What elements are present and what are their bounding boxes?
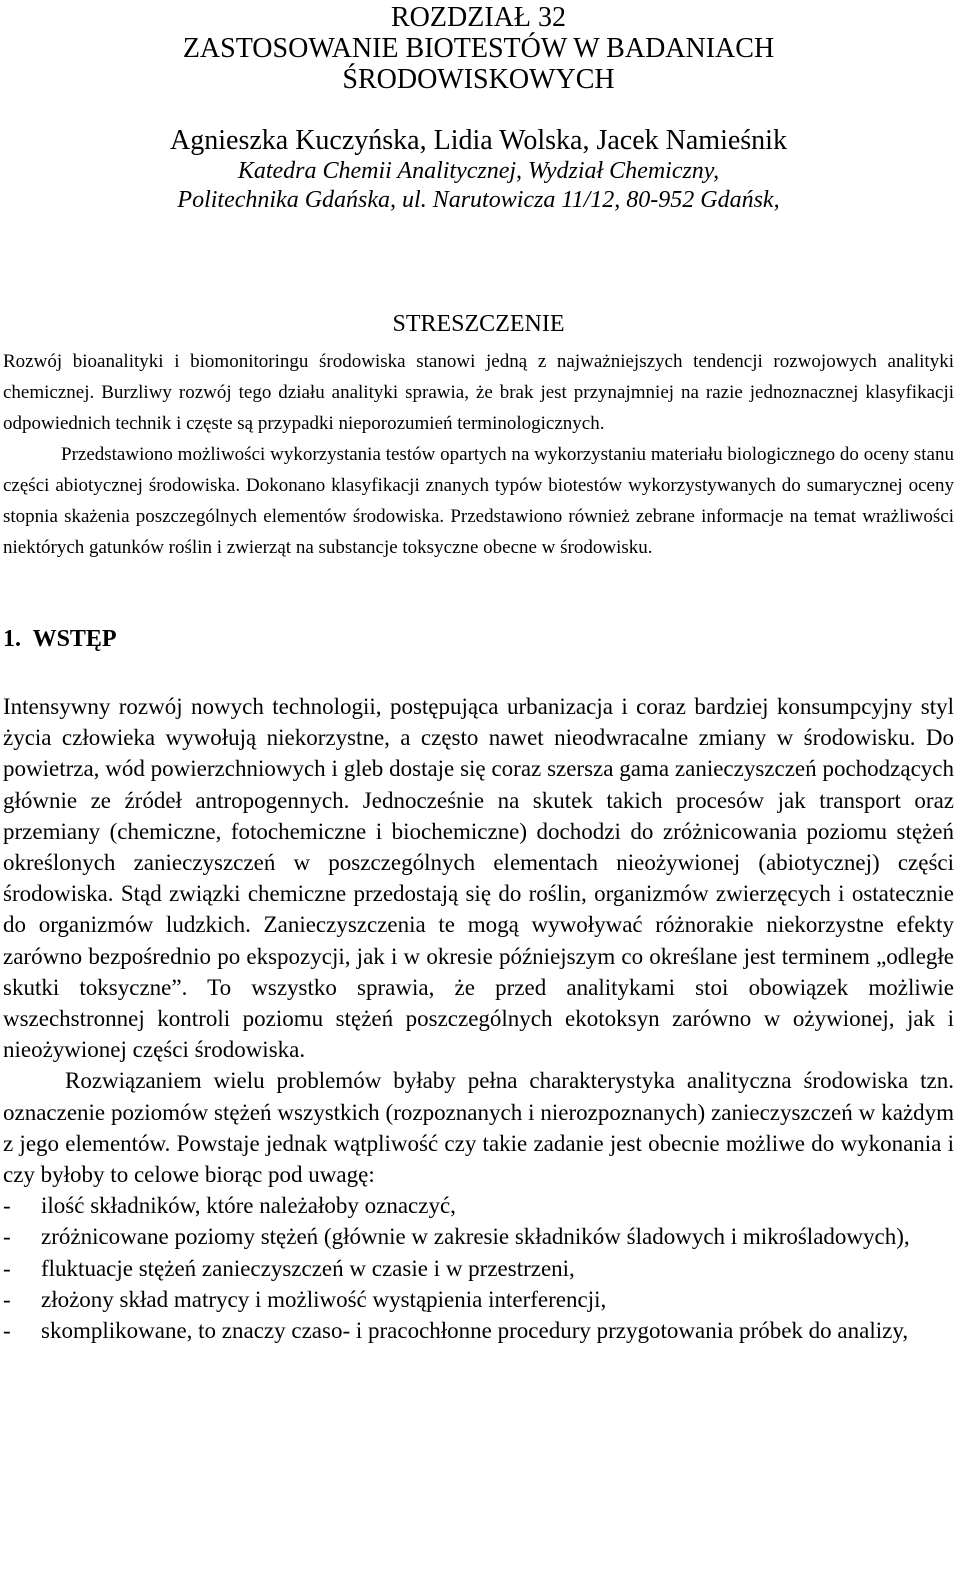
abstract-paragraph-2: Przedstawiono możliwości wykorzystania testów opartych na wykorzystaniu materiału biologicznego do oceny stanu części abiotycznej środowiska. Dokonano klasyfikacji znanych typów biotestów wykorzystywanych do sumarycznej oceny stopnia skażenia poszczególnych elementów środowiska. Przedstawiono również zebrane informacje na temat wrażliwości niektórych gatunków roślin i zwierząt na substancje toksyczne obecne w środowisku. <box>3 444 954 558</box>
abstract-heading: STRESZCZENIE <box>392 311 565 337</box>
list-item-text: zróżnicowane poziomy stężeń (głównie w zakresie składników śladowych i mikrośladowych), <box>41 1224 910 1250</box>
abstract <box>3 346 954 563</box>
list-item-text: fluktuacje stężeń zanieczyszczeń w czasie i w przestrzeni, <box>41 1255 575 1281</box>
list-item <box>3 1221 954 1252</box>
list-dash: - <box>3 1193 11 1219</box>
list-dash: - <box>3 1318 11 1344</box>
section-body-introduction <box>3 691 954 1346</box>
list-item-text: złożony skład matrycy i możliwość wystąpienia interferencji, <box>41 1286 607 1312</box>
affiliation-line-1: Katedra Chemii Analitycznej, Wydział Chemiczny, <box>237 158 720 184</box>
chapter-header <box>3 2 954 95</box>
list-item <box>3 1315 954 1346</box>
body-paragraph-1: Intensywny rozwój nowych technologii, postępująca urbanizacja i coraz bardziej konsumpcyjny styl życia człowieka wywołują niekorzystne, a często nawet nieodwracalne zmiany w środowisku. Do powietrza, wód powierzchniowych i gleb dostaje się coraz szersza gama zanieczyszczeń pochodzących głównie ze źródeł antropogennych. Jednocześnie na skutek takich procesów jak transport oraz przemiany (chemiczne, fotochemiczne i biochemiczne) dochodzi do zróżnicowania poziomu stężeń określonych zanieczyszczeń w poszczególnych elementach nieożywionej (abiotycznej) części środowiska. Stąd związki chemiczne przedostają się do roślin, organizmów zwierzęcych i ostatecznie do organizmów ludzkich. Zanieczyszczenia te mogą wywoływać różnorakie niekorzystne efekty zarówno bezpośrednio po ekspozycji, jak i w okresie późniejszym co określane jest terminem „odległe skutki toksyczne”. To wszystko sprawia, że przed analitykami stoi obowiązek możliwie wszechstronnej kontroli poziomu stężeń poszczególnych ekotoksyn zarówno w ożywionej, jak i nieożywionej części środowiska. <box>3 694 954 1063</box>
chapter-number: ROZDZIAŁ 32 <box>391 2 566 33</box>
section-heading-introduction: 1. WSTĘP <box>3 626 117 652</box>
chapter-title-line-2: ŚRODOWISKOWYCH <box>342 64 615 95</box>
list-item <box>3 1284 954 1315</box>
body-paragraph-2: Rozwiązaniem wielu problemów byłaby pełna charakterystyka analityczna środowiska tzn. oznaczenie poziomów stężeń wszystkich (rozpoznanych i nierozpoznanych) zanieczyszczeń w każdym z jego elementów. Powstaje jednak wątpliwość czy takie zadanie jest obecnie możliwe do wykonania i czy byłoby to celowe biorąc pod uwagę: <box>3 1068 954 1188</box>
list-dash: - <box>3 1286 11 1312</box>
affiliation-line-2: Politechnika Gdańska, ul. Narutowicza 11/12, 80-952 Gdańsk, <box>177 187 780 213</box>
list-dash: - <box>3 1224 11 1250</box>
considerations-list <box>3 1190 954 1346</box>
list-dash: - <box>3 1255 11 1281</box>
list-item-text: skomplikowane, to znaczy czaso- i pracochłonne procedury przygotowania próbek do analizy, <box>41 1318 909 1344</box>
list-item <box>3 1253 954 1284</box>
chapter-title-line-1: ZASTOSOWANIE BIOTESTÓW W BADANIACH <box>182 33 775 64</box>
abstract-paragraph-1: Rozwój bioanalityki i biomonitoringu środowiska stanowi jedną z najważniejszych tendencji rozwojowych analityki chemicznej. Burzliwy rozwój tego działu analityki sprawia, że brak jest przynajmniej na razie jednoznacznej klasyfikacji odpowiednich technik i częste są przypadki nieporozumień terminologicznych. <box>3 351 954 434</box>
list-item-text: ilość składników, które należałoby oznaczyć, <box>41 1193 456 1219</box>
affiliation <box>3 157 954 215</box>
authors: Agnieszka Kuczyńska, Lidia Wolska, Jacek Namieśnik <box>170 125 787 156</box>
list-item <box>3 1190 954 1221</box>
